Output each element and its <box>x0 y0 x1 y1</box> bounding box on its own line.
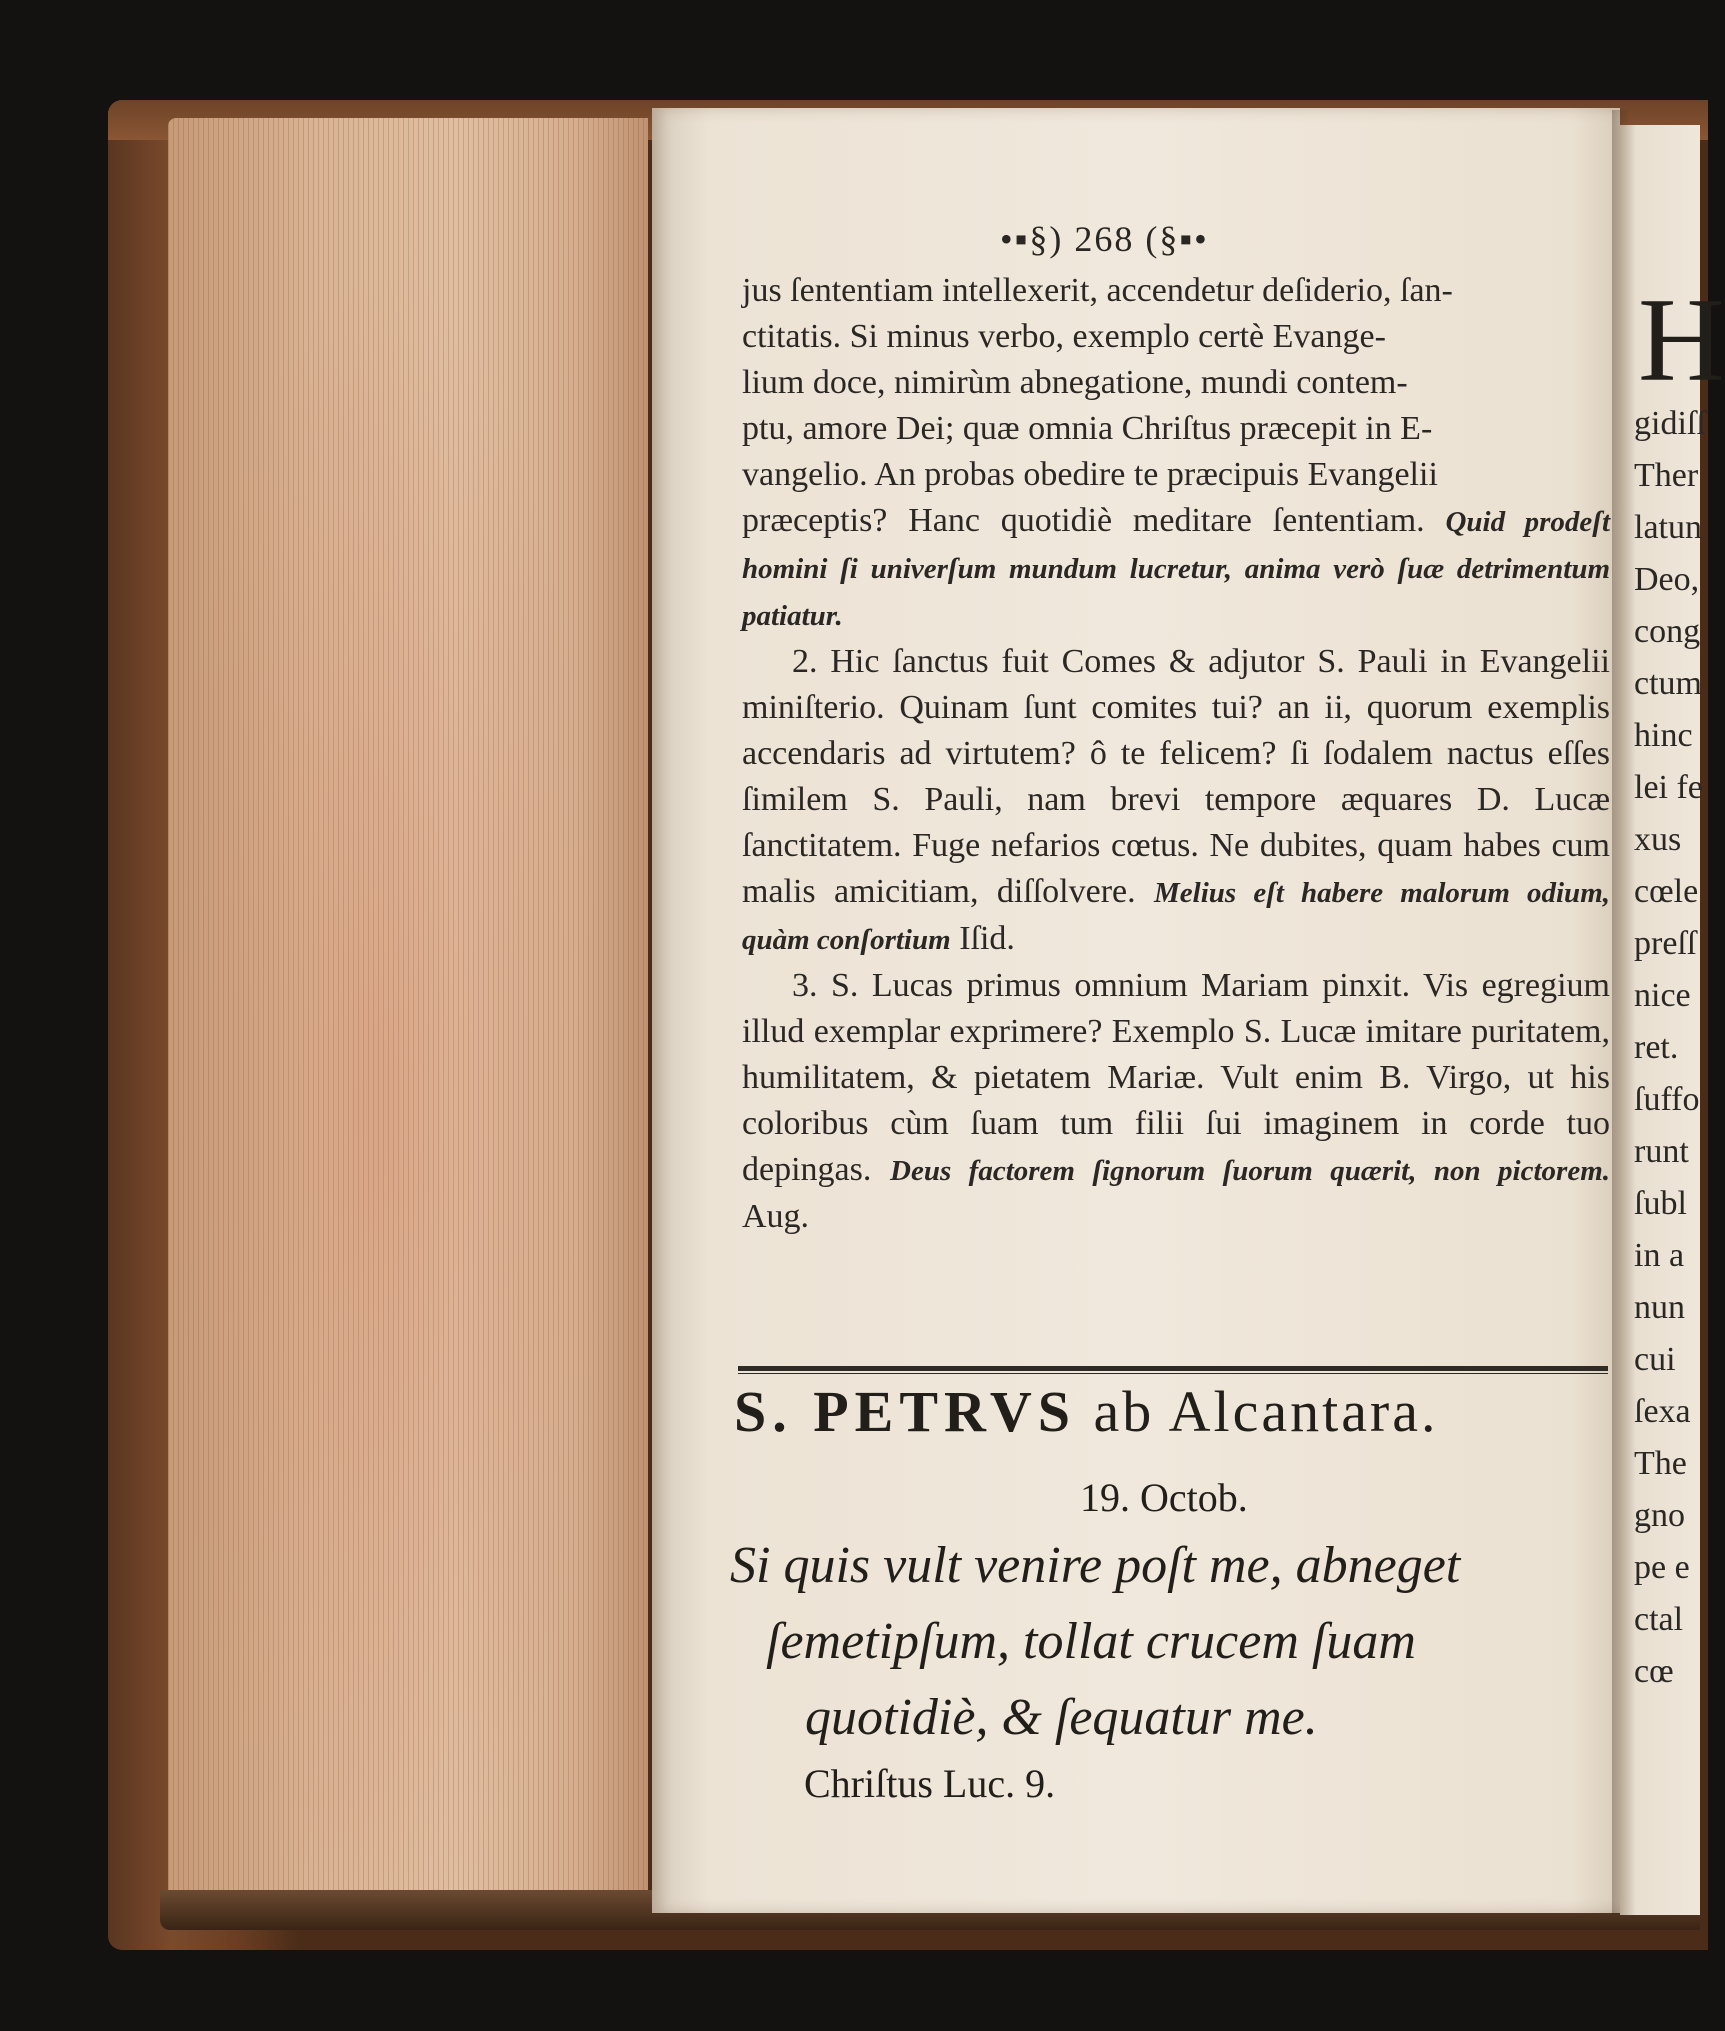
body-line: lium doce, nimirùm abnegatione, mundi contem- <box>742 364 1408 401</box>
right-page-fragment-line: gno <box>1634 1497 1685 1534</box>
body-line: ctitatis. Si minus verbo, exemplo certè Evange- <box>742 318 1386 355</box>
body-line-text: præceptis? Hanc quotidiè meditare ſententiam. <box>742 502 1425 539</box>
body-line: vangelio. An probas obedire te præcipuis Evangelii <box>742 456 1438 493</box>
right-page-fragment-line: latun <box>1634 509 1702 546</box>
quote-3: Deus factorem ſignorum ſuorum quærit, non pictorem. <box>890 1155 1611 1187</box>
right-page-fragment-line: preſſ <box>1634 925 1697 962</box>
right-page-fragment-line: gidiſſ <box>1634 405 1706 442</box>
right-page-fragment-line: The <box>1634 1445 1687 1482</box>
right-page-fragment-line: cong <box>1634 613 1701 650</box>
body-text <box>742 268 1610 1240</box>
motto <box>730 1528 1610 1756</box>
right-page-fragment-line: ret. <box>1634 1029 1679 1066</box>
right-page-fragment-line: nice <box>1634 977 1691 1014</box>
right-page-fragment-line: xus <box>1634 821 1682 858</box>
paragraph-3 <box>742 963 1610 1240</box>
right-page-fragment-line: pe e <box>1634 1549 1690 1586</box>
body-line: ptu, amore Dei; quæ omnia Chriſtus præcepit in E- <box>742 410 1433 447</box>
right-page-fragment-line: cœle <box>1634 873 1699 910</box>
quote-3-source: Aug. <box>742 1198 810 1235</box>
motto-line: quotidiè, & ſequatur me. <box>805 1689 1318 1746</box>
section-rule <box>738 1366 1608 1371</box>
quote-2: Melius eſt habere malorum odium, quàm conſortium <box>742 877 1610 956</box>
quote-1: Quid prodeſt homini ſi univerſum mundum lucretur, anima verò ſuæ detrimentum patiatur. <box>742 506 1611 632</box>
right-page-fragment-line: Ther <box>1634 457 1699 494</box>
right-page-fragment-line: nun <box>1634 1289 1685 1326</box>
right-page-fragment-line: hinc <box>1634 717 1693 754</box>
right-page-fragment-line: ſuffo <box>1634 1081 1700 1118</box>
right-page-fragment-line: cui <box>1634 1341 1676 1378</box>
saint-heading <box>734 1378 1614 1445</box>
quote-2-source: Iſid. <box>959 920 1015 957</box>
page-edges <box>168 118 648 1918</box>
page-number: •▪§) 268 (§▪• <box>1000 219 1209 259</box>
heading-name: S. PETRVS <box>734 1379 1077 1444</box>
right-page-fragment-line: ſubl <box>1634 1185 1687 1222</box>
body-line <box>742 498 1610 639</box>
paragraph-2 <box>742 639 1610 963</box>
heading-place: ab Alcantara. <box>1093 1379 1439 1444</box>
right-page-fragment-line: lei fe <box>1634 769 1703 806</box>
motto-line: ſemetipſum, tollat crucem ſuam <box>766 1613 1416 1670</box>
drop-cap-initial: H <box>1638 273 1725 406</box>
right-page-fragment-line: in a <box>1634 1237 1685 1274</box>
section-rule-thin <box>738 1373 1608 1374</box>
right-page-fragment-line: Deo, <box>1634 561 1700 598</box>
right-page-fragment-line: ctal <box>1634 1601 1684 1638</box>
body-line: jus ſententiam intellexerit, accendetur deſiderio, ſan- <box>742 272 1453 309</box>
right-page-fragment-line: runt <box>1634 1133 1689 1170</box>
feast-date: 19. Octob. <box>1080 1475 1248 1520</box>
paragraph-3-text: 3. S. Lucas primus omnium Mariam pinxit. Vis egregium illud exemplar exprimere? Exemplo S. Lucæ imitare puritatem, humilitatem, & pietatem Mariæ. Vult enim B. Virgo, ut his coloribus cùm ſuam tum filii ſui imaginem in corde tuo depingas. <box>742 967 1610 1188</box>
right-page-fragment-line: ctum <box>1634 665 1702 702</box>
right-page-fragment-line: cœ <box>1634 1653 1674 1690</box>
right-page-fragment-line: ſexa <box>1634 1393 1691 1430</box>
motto-source: Chriſtus Luc. 9. <box>804 1761 1056 1806</box>
motto-line: Si quis vult venire poſt me, abneget <box>730 1537 1461 1594</box>
right-page-fragment <box>1620 125 1725 1915</box>
paragraph-2-text: 2. Hic ſanctus fuit Comes & adjutor S. Pauli in Evangelii miniſterio. Quinam ſunt comites tui? an ii, quorum exemplis accendaris ad virtutem? ô te felicem? ſi ſodalem nactus eſſes ſimilem S. Pauli, nam brevi tempore æquares D. Lucæ ſanctitatem. Fuge nefarios cœtus. Ne dubites, quam habes cum malis amicitiam, diſſolvere. <box>742 643 1610 910</box>
